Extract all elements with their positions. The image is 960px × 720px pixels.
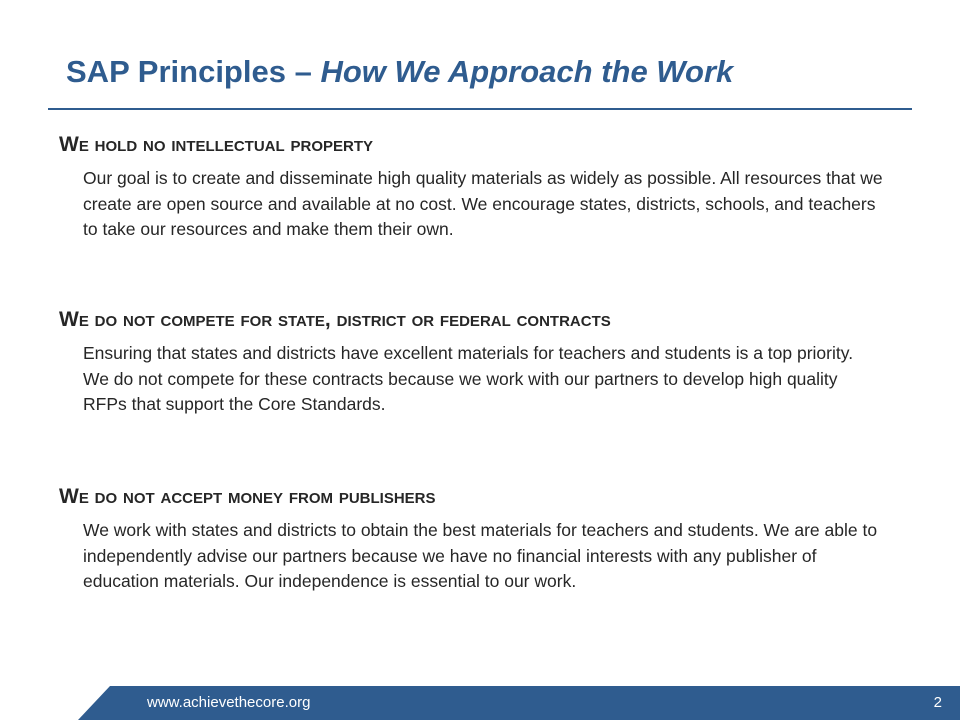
slide-title <box>66 54 733 90</box>
footer-bar <box>0 686 960 720</box>
principle-body: We work with states and districts to obtain the best materials for teachers and students. We are able to independently advise our partners because we have no financial interests with any publisher of education materials. Our independence is essential to our work. <box>83 520 878 591</box>
page-number: 2 <box>933 694 942 711</box>
title-subtitle: How We Approach the Work <box>320 54 734 89</box>
footer-url[interactable]: www.achievethecore.org <box>147 694 311 711</box>
title-divider <box>48 108 912 110</box>
footer-background <box>0 686 960 720</box>
principle-heading: We do not compete for state, district or federal contracts <box>59 308 611 331</box>
principle-section <box>59 482 879 595</box>
principle-body: Ensuring that states and districts have excellent materials for teachers and students is a top priority. We do not compete for these contracts because we work with our partners to develop high quality RFPs that support the Core Standards. <box>83 343 854 414</box>
principle-heading: We do not accept money from publishers <box>59 485 436 508</box>
principle-heading: We hold no intellectual property <box>59 133 373 156</box>
principle-section <box>59 305 879 418</box>
principle-body: Our goal is to create and disseminate high quality materials as widely as possible. All resources that we create are open source and available at no cost. We encourage states, districts, schools, and teachers to take our resources and make them their own. <box>83 168 883 239</box>
principle-section <box>59 130 883 243</box>
title-main: SAP Principles – <box>66 54 312 89</box>
